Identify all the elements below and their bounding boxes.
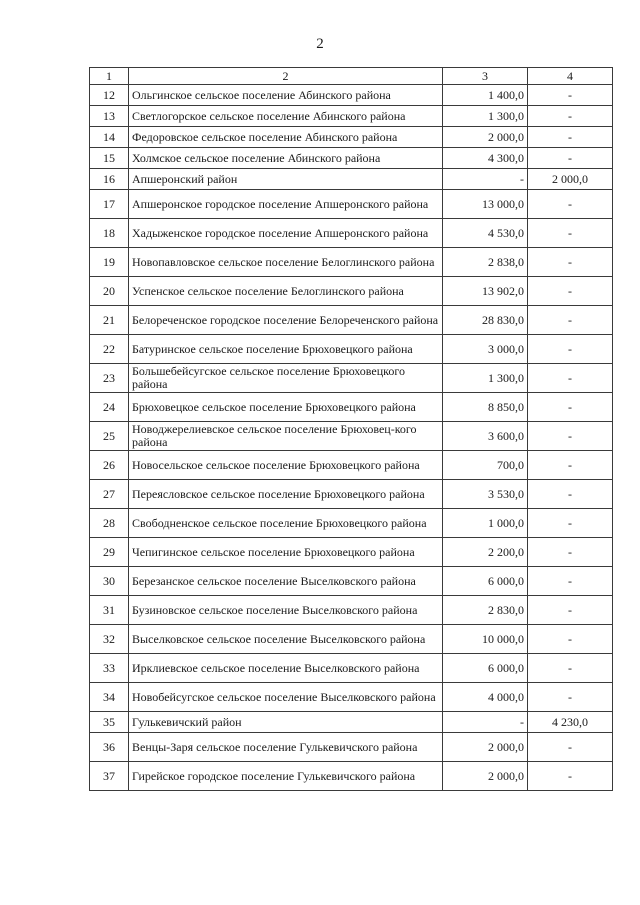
settlement-name-cell: Апшеронское городское поселение Апшеронского района [129,190,443,219]
column-3-value-cell: - [443,169,528,190]
settlement-name-cell: Венцы-Заря сельское поселение Гулькевичского района [129,733,443,762]
column-3-value-cell: 1 300,0 [443,106,528,127]
column-4-value-cell: - [528,625,613,654]
column-3-value-cell: 2 838,0 [443,248,528,277]
table-row [90,127,613,148]
row-number-cell: 34 [90,683,129,712]
row-number-cell: 37 [90,762,129,791]
column-3-value-cell: 3 000,0 [443,335,528,364]
settlement-name-cell: Выселковское сельское поселение Выселковского района [129,625,443,654]
row-number-cell: 22 [90,335,129,364]
table-row [90,683,613,712]
column-3-value-cell: 10 000,0 [443,625,528,654]
column-4-value-cell: - [528,277,613,306]
settlement-name-cell: Холмское сельское поселение Абинского района [129,148,443,169]
row-number-cell: 14 [90,127,129,148]
column-4-value-cell: - [528,148,613,169]
row-number-cell: 24 [90,393,129,422]
settlement-name-cell: Ольгинское сельское поселение Абинского района [129,85,443,106]
table-row [90,654,613,683]
table-row [90,567,613,596]
table-row [90,393,613,422]
row-number-cell: 13 [90,106,129,127]
column-3-value-cell: - [443,712,528,733]
table-row [90,762,613,791]
column-4-value-cell: - [528,733,613,762]
settlement-name-cell: Успенское сельское поселение Белоглинского района [129,277,443,306]
column-4-value-cell: - [528,762,613,791]
table-row [90,509,613,538]
settlement-name-cell: Новобейсугское сельское поселение Выселковского района [129,683,443,712]
table-row [90,277,613,306]
row-number-cell: 33 [90,654,129,683]
row-number-cell: 17 [90,190,129,219]
row-number-cell: 35 [90,712,129,733]
table-row [90,248,613,277]
table-row [90,85,613,106]
column-3-value-cell: 2 000,0 [443,127,528,148]
column-4-value-cell: - [528,106,613,127]
column-3-value-cell: 1 000,0 [443,509,528,538]
row-number-cell: 30 [90,567,129,596]
column-4-value-cell: - [528,364,613,393]
row-number-cell: 18 [90,219,129,248]
row-number-cell: 27 [90,480,129,509]
settlement-name-cell: Новосельское сельское поселение Брюховецкого района [129,451,443,480]
column-3-value-cell: 2 000,0 [443,733,528,762]
column-4-value-cell: - [528,219,613,248]
column-4-value-cell: 4 230,0 [528,712,613,733]
column-4-value-cell: - [528,422,613,451]
settlement-name-cell: Новоджерелиевское сельское поселение Брюховец-кого района [129,422,443,451]
settlement-name-cell: Брюховецкое сельское поселение Брюховецкого района [129,393,443,422]
column-3-value-cell: 6 000,0 [443,654,528,683]
table-row [90,106,613,127]
settlement-name-cell: Федоровское сельское поселение Абинского района [129,127,443,148]
table-row [90,422,613,451]
column-3-value-cell: 6 000,0 [443,567,528,596]
column-3-value-cell: 4 300,0 [443,148,528,169]
table-body [90,68,613,791]
allocation-table [89,67,613,791]
settlement-name-cell: Белореченское городское поселение Белореченского района [129,306,443,335]
column-3-value-cell: 13 000,0 [443,190,528,219]
table-row [90,169,613,190]
column-header-4: 4 [528,68,613,85]
table-row [90,190,613,219]
column-4-value-cell: 2 000,0 [528,169,613,190]
row-number-cell: 23 [90,364,129,393]
column-4-value-cell: - [528,596,613,625]
column-4-value-cell: - [528,654,613,683]
settlement-name-cell: Апшеронский район [129,169,443,190]
column-3-value-cell: 1 300,0 [443,364,528,393]
column-4-value-cell: - [528,393,613,422]
row-number-cell: 19 [90,248,129,277]
row-number-cell: 31 [90,596,129,625]
page-number: 2 [316,36,324,52]
row-number-cell: 21 [90,306,129,335]
settlement-name-cell: Хадыженское городское поселение Апшеронского района [129,219,443,248]
table-row [90,625,613,654]
settlement-name-cell: Гулькевичский район [129,712,443,733]
column-3-value-cell: 2 200,0 [443,538,528,567]
row-number-cell: 12 [90,85,129,106]
settlement-name-cell: Ирклиевское сельское поселение Выселковского района [129,654,443,683]
table-row [90,538,613,567]
column-4-value-cell: - [528,451,613,480]
row-number-cell: 32 [90,625,129,654]
settlement-name-cell: Гирейское городское поселение Гулькевичского района [129,762,443,791]
column-4-value-cell: - [528,538,613,567]
column-header-3: 3 [443,68,528,85]
column-header-2: 2 [129,68,443,85]
column-4-value-cell: - [528,480,613,509]
table-row [90,219,613,248]
settlement-name-cell: Светлогорское сельское поселение Абинского района [129,106,443,127]
column-3-value-cell: 3 600,0 [443,422,528,451]
row-number-cell: 29 [90,538,129,567]
column-4-value-cell: - [528,683,613,712]
column-3-value-cell: 8 850,0 [443,393,528,422]
settlement-name-cell: Переясловское сельское поселение Брюховецкого района [129,480,443,509]
table-row [90,306,613,335]
row-number-cell: 28 [90,509,129,538]
table-row [90,733,613,762]
settlement-name-cell: Свободненское сельское поселение Брюховецкого района [129,509,443,538]
column-3-value-cell: 2 830,0 [443,596,528,625]
column-4-value-cell: - [528,567,613,596]
settlement-name-cell: Новопавловское сельское поселение Белоглинского района [129,248,443,277]
column-3-value-cell: 700,0 [443,451,528,480]
row-number-cell: 20 [90,277,129,306]
column-4-value-cell: - [528,335,613,364]
row-number-cell: 16 [90,169,129,190]
settlement-name-cell: Березанское сельское поселение Выселковского района [129,567,443,596]
row-number-cell: 25 [90,422,129,451]
row-number-cell: 26 [90,451,129,480]
row-number-cell: 36 [90,733,129,762]
settlement-name-cell: Бузиновское сельское поселение Выселковского района [129,596,443,625]
table-row [90,480,613,509]
table-row [90,451,613,480]
settlement-name-cell: Чепигинское сельское поселение Брюховецкого района [129,538,443,567]
column-4-value-cell: - [528,248,613,277]
column-4-value-cell: - [528,509,613,538]
column-number-header-row [90,68,613,85]
column-3-value-cell: 4 000,0 [443,683,528,712]
table-row [90,596,613,625]
column-header-1: 1 [90,68,129,85]
column-4-value-cell: - [528,127,613,148]
column-3-value-cell: 4 530,0 [443,219,528,248]
column-4-value-cell: - [528,306,613,335]
column-3-value-cell: 2 000,0 [443,762,528,791]
table-row [90,148,613,169]
column-3-value-cell: 13 902,0 [443,277,528,306]
column-3-value-cell: 28 830,0 [443,306,528,335]
column-3-value-cell: 3 530,0 [443,480,528,509]
settlement-name-cell: Большебейсугское сельское поселение Брюховецкого района [129,364,443,393]
column-4-value-cell: - [528,190,613,219]
row-number-cell: 15 [90,148,129,169]
table-row [90,364,613,393]
table-row [90,335,613,364]
settlement-name-cell: Батуринское сельское поселение Брюховецкого района [129,335,443,364]
table-row [90,712,613,733]
column-3-value-cell: 1 400,0 [443,85,528,106]
column-4-value-cell: - [528,85,613,106]
